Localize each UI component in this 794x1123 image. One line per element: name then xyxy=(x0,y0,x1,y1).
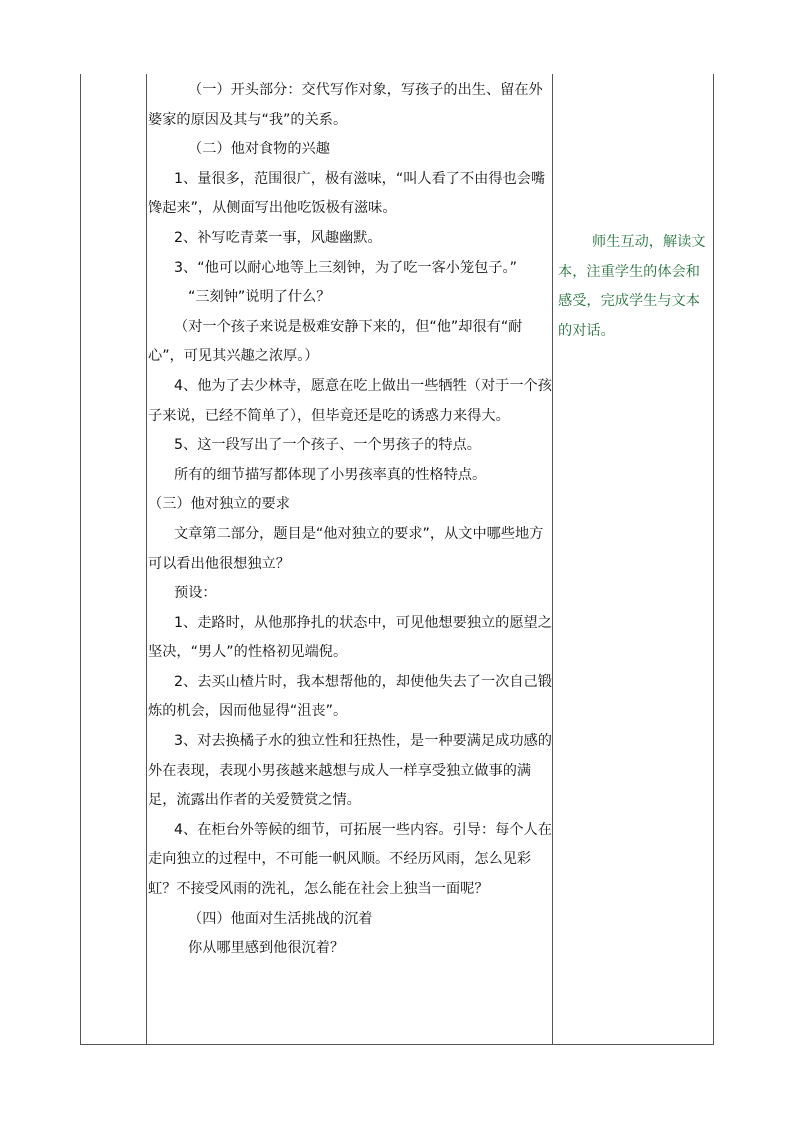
content-line-5: 3、“他可以耐心地等上三刻钟，为了吃一客小笼包子。” xyxy=(174,259,517,276)
content-line-13: 预设： xyxy=(174,585,217,602)
content-line-9: 5、这一段写出了一个孩子、一个男孩子的特点。 xyxy=(174,437,481,454)
content-line-17: 4、在柜台外等候的细节，可拓展一些内容。引导：每个人在走向独立的过程中，不可能一帆风顺。不经历风雨，怎么见彩虹？不接受风雨的洗礼，怎么能在社会上独当一面呢？ xyxy=(148,821,552,898)
content-line-14: 1、走路时，从他那挣扎的状态中，可见他想要独立的愿望之坚决，“男人”的性格初见端倪。 xyxy=(148,614,552,661)
content-line-1: （一）开头部分：交代写作对象，写孩子的出生、留在外婆家的原因及其与“我”的关系。 xyxy=(148,82,543,128)
table-border-right xyxy=(713,74,714,1045)
table-divider-1 xyxy=(146,74,147,1045)
content-line-6: “三刻钟”说明了什么？ xyxy=(188,289,331,306)
content-line-11: （三）他对独立的要求 xyxy=(148,496,290,513)
table-border-bottom xyxy=(80,1044,714,1045)
design-intent-note: 师生互动，解读文本，注重学生的体会和感受，完成学生与文本的对话。 xyxy=(558,234,706,339)
teaching-content-cell xyxy=(148,76,552,964)
content-line-16: 3、对去换橘子水的独立性和狂热性，是一种要满足成功感的外在表现，表现小男孩越来越想与成人一样享受独立做事的满足，流露出作者的关爱赞赏之情。 xyxy=(148,733,552,809)
content-line-8: 4、他为了去少林寺，愿意在吃上做出一些牺牲（对于一个孩子来说，已经不简单了），但毕竟还是吃的诱惑力来得大。 xyxy=(148,377,552,424)
content-line-19: 你从哪里感到他很沉着？ xyxy=(188,940,345,957)
content-line-10: 所有的细节描写都体现了小男孩率真的性格特点。 xyxy=(174,466,487,483)
content-line-15: 2、去买山楂片时，我本想帮他的，却使他失去了一次自己锻炼的机会，因而他显得“沮丧”。 xyxy=(148,673,552,720)
content-line-7: （对一个孩子来说是极难安静下来的，但“他”却很有“耐心”，可见其兴趣之浓厚。） xyxy=(148,318,523,365)
content-line-18: （四）他面对生活挑战的沉着 xyxy=(188,910,373,927)
content-line-4: 2、补写吃青菜一事，风趣幽默。 xyxy=(174,229,382,246)
design-intent-cell xyxy=(558,228,712,346)
content-line-2: （二）他对食物的兴趣 xyxy=(188,141,330,158)
table-divider-2 xyxy=(552,74,553,1045)
table-border-left xyxy=(80,74,81,1045)
content-line-12: 文章第二部分，题目是“他对独立的要求”，从文中哪些地方可以看出他很想独立？ xyxy=(148,525,544,572)
content-line-3: 1、量很多，范围很广，极有滋味，“叫人看了不由得也会嘴馋起来”，从侧面写出他吃饭极有滋味。 xyxy=(148,170,546,217)
